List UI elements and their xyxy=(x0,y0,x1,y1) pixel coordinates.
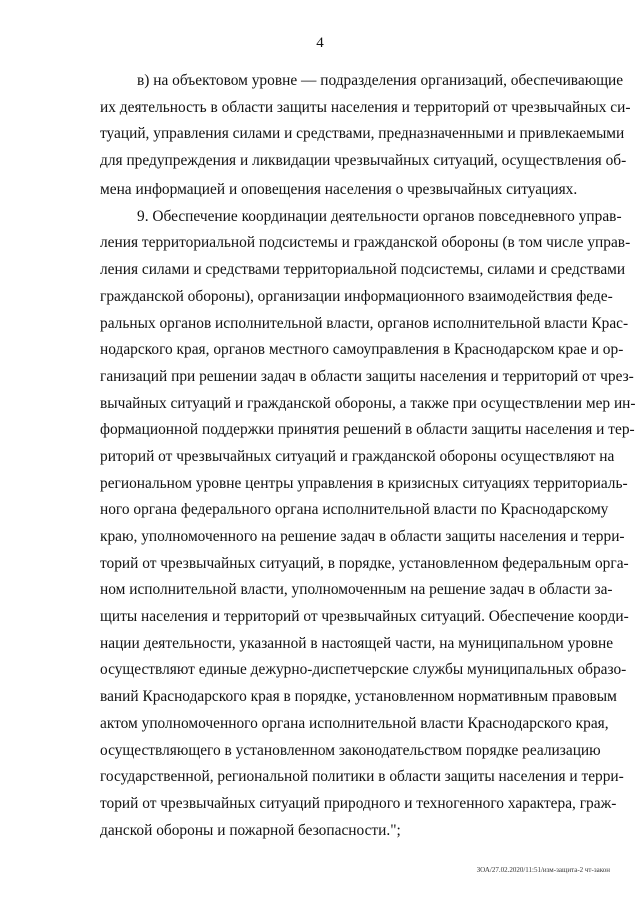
text-line: вычайных ситуаций и гражданской обороны, а также при осуществлении мер ин- xyxy=(100,394,636,412)
text-line: государственной, региональной политики в области защиты населения и терри- xyxy=(100,768,624,786)
text-line: для предупреждения и ликвидации чрезвычайных ситуаций, осуществления об- xyxy=(100,152,627,170)
text-line: данской обороны и пожарной безопасности."; xyxy=(100,821,401,839)
document-footer-stamp: ЗОА/27.02.2020/11:51/изм-защита-2 чт-закон xyxy=(476,866,610,874)
text-line: актом уполномоченного органа исполнительной власти Краснодарского края, xyxy=(100,714,609,732)
text-line: туаций, управления силами и средствами, предназначенными и привлекаемыми xyxy=(100,125,625,143)
text-line: ления территориальной подсистемы и гражданской обороны (в том числе управ- xyxy=(100,234,631,252)
text-line: риторий от чрезвычайных ситуаций и гражданской обороны осуществляют на xyxy=(100,447,615,465)
text-line: в) на объектовом уровне — подразделения организаций, обеспечивающие xyxy=(137,72,624,89)
text-line: торий от чрезвычайных ситуаций природного и техногенного характера, граж- xyxy=(100,794,617,812)
text-line: 9. Обеспечение координации деятельности органов повседневного управ- xyxy=(137,207,622,225)
page-number: 4 xyxy=(316,35,324,51)
text-line: торий от чрезвычайных ситуаций, в порядке, установленном федеральным орга- xyxy=(100,554,629,572)
text-line: ваний Краснодарского края в порядке, установленном нормативным правовым xyxy=(100,688,617,706)
text-line: ганизаций при решении задач в области защиты населения и территорий от чрез- xyxy=(100,367,634,385)
text-line: осуществляющего в установленном законодательством порядке реализацию xyxy=(100,741,601,759)
text-line: региональном уровне центры управления в кризисных ситуациях территориаль- xyxy=(100,474,628,492)
document-body xyxy=(100,68,636,844)
text-line: нации деятельности, указанной в настоящей части, на муниципальном уровне xyxy=(100,634,614,652)
text-line: ления силами и средствами территориальной подсистемы, силами и средствами xyxy=(100,261,626,279)
text-line: щиты населения и территорий от чрезвычайных ситуаций. Обеспечение коорди- xyxy=(100,608,629,626)
text-line: ном исполнительной власти, уполномоченным на решение задач в области за- xyxy=(100,581,613,599)
text-line: нодарского края, органов местного самоуправления в Краснодарском крае и ор- xyxy=(100,341,624,359)
text-line: мена информацией и оповещения населения о чрезвычайных ситуациях. xyxy=(100,180,578,198)
text-line: осуществляют единые дежурно-диспетчерские службы муниципальных образо- xyxy=(100,661,627,679)
text-line: ного органа федерального органа исполнительной власти по Краснодарскому xyxy=(100,501,609,519)
text-line: формационной поддержки принятия решений в области защиты населения и тер- xyxy=(100,421,635,439)
text-line: краю, уполномоченного на решение задач в области защиты населения и терри- xyxy=(100,528,625,545)
text-line: гражданской обороны), организации информационного взаимодействия феде- xyxy=(100,287,613,305)
text-line: ральных органов исполнительной власти, органов исполнительной власти Крас- xyxy=(100,314,629,332)
text-line: их деятельность в области защиты населения и территорий от чрезвычайных си- xyxy=(100,98,631,116)
